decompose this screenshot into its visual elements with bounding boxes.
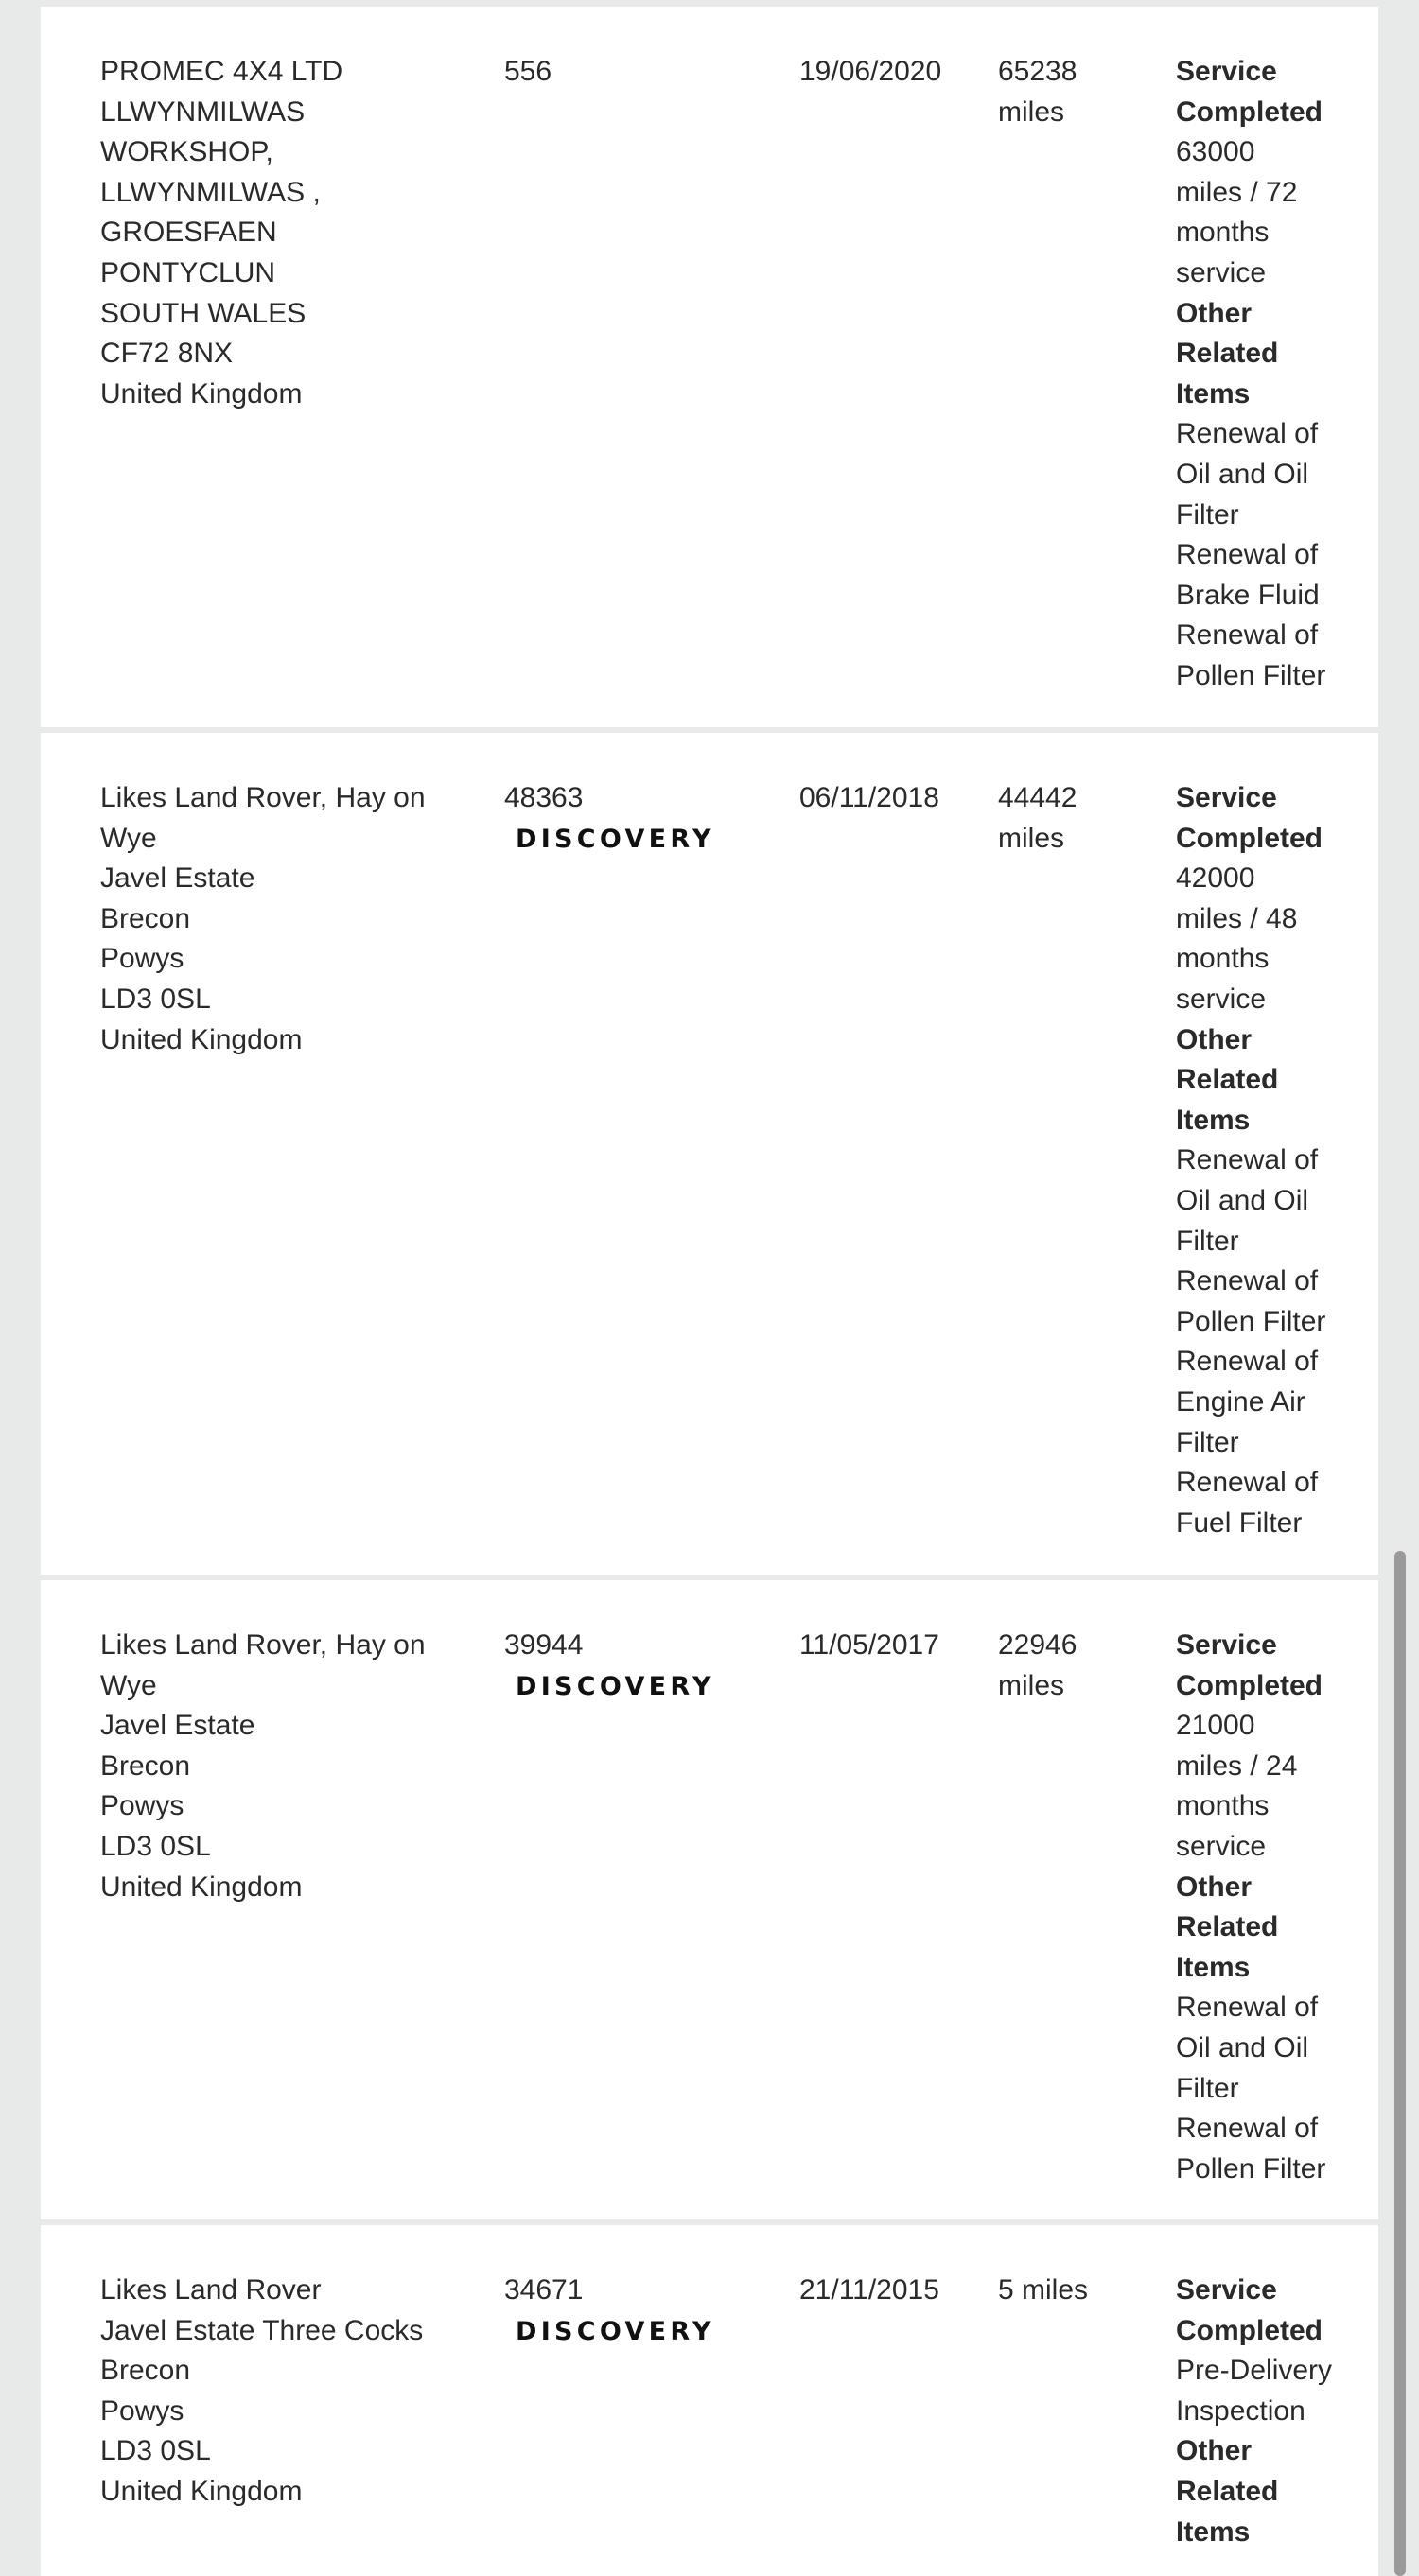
- dealer-address-line: LD3 0SL: [100, 983, 211, 1015]
- service-mileage: [998, 52, 1102, 132]
- service-record: [41, 7, 1378, 727]
- detail-text: months: [1176, 943, 1270, 975]
- detail-heading: Other: [1176, 1871, 1253, 1903]
- detail-text: Renewal of: [1176, 1467, 1319, 1499]
- detail-text: service: [1176, 256, 1267, 288]
- service-details: [1176, 1626, 1365, 2189]
- detail-text: Renewal of: [1176, 2113, 1319, 2145]
- detail-text: Renewal of: [1176, 1265, 1319, 1297]
- detail-text: Oil and Oil: [1176, 1184, 1309, 1216]
- record-number: 556: [504, 56, 552, 87]
- dealer-address-line: Wye: [100, 822, 157, 854]
- service-date: [799, 778, 989, 819]
- discovery-logo: DISCOVERY: [516, 1671, 715, 1701]
- top-edge: [0, 0, 1419, 7]
- date-text: 06/11/2018: [799, 782, 939, 813]
- record-number-cell: [504, 778, 731, 859]
- detail-text: Filter: [1176, 1426, 1239, 1458]
- record-number: 34671: [504, 2274, 584, 2306]
- dealer-address: [100, 52, 460, 414]
- dealer-address-line: Powys: [100, 2394, 184, 2427]
- service-mileage: [998, 778, 1102, 859]
- dealer-address-line: PROMEC 4X4 LTD: [100, 56, 343, 87]
- discovery-logo: DISCOVERY: [516, 824, 715, 854]
- dealer-address-line: Likes Land Rover: [100, 2274, 322, 2306]
- detail-text: Fuel Filter: [1176, 1506, 1303, 1539]
- detail-heading: Related: [1176, 2475, 1279, 2507]
- detail-heading: Service: [1176, 782, 1277, 813]
- detail-heading: Service: [1176, 56, 1277, 87]
- detail-heading: Items: [1176, 2515, 1251, 2548]
- detail-text: Pre-Delivery: [1176, 2355, 1333, 2387]
- detail-text: 42000: [1176, 862, 1255, 895]
- dealer-address-line: Wye: [100, 1669, 157, 1701]
- date-text: 21/11/2015: [799, 2274, 939, 2306]
- detail-text: Pollen Filter: [1176, 1305, 1326, 1337]
- detail-heading: Related: [1176, 338, 1279, 370]
- service-date: [799, 2271, 989, 2311]
- detail-text: Engine Air: [1176, 1385, 1305, 1418]
- detail-heading: Service: [1176, 1629, 1277, 1661]
- detail-text: Pollen Filter: [1176, 2152, 1326, 2184]
- detail-text: 63000: [1176, 136, 1255, 168]
- detail-heading: Completed: [1176, 2314, 1323, 2346]
- dealer-address-line: Likes Land Rover, Hay on: [100, 1629, 426, 1661]
- detail-text: service: [1176, 983, 1267, 1015]
- detail-heading: Items: [1176, 1104, 1251, 1136]
- record-number: 39944: [504, 1629, 584, 1661]
- dealer-address: [100, 1626, 460, 1907]
- detail-text: Renewal of: [1176, 539, 1319, 571]
- detail-heading: Related: [1176, 1064, 1279, 1096]
- service-date: [799, 1626, 989, 1666]
- dealer-address-line: Javel Estate Three Cocks: [100, 2314, 424, 2346]
- detail-text: 21000: [1176, 1710, 1255, 1742]
- dealer-address-line: Brecon: [100, 902, 191, 934]
- dealer-address-line: CF72 8NX: [100, 338, 234, 370]
- record-number-cell: [504, 2271, 731, 2351]
- mileage-text: 22946: [998, 1629, 1077, 1661]
- dealer-address-line: Brecon: [100, 2355, 191, 2387]
- service-record: [41, 2225, 1378, 2576]
- record-number-cell: [504, 52, 731, 93]
- record-number-cell: [504, 1626, 731, 1706]
- detail-heading: Other: [1176, 1023, 1253, 1055]
- detail-heading: Completed: [1176, 822, 1323, 854]
- dealer-address-line: LD3 0SL: [100, 1830, 211, 1862]
- service-mileage: [998, 1626, 1102, 1706]
- service-details: [1176, 52, 1365, 697]
- record-number: 48363: [504, 782, 584, 813]
- detail-text: Renewal of: [1176, 1144, 1319, 1176]
- detail-text: months: [1176, 217, 1270, 249]
- mileage-text: 44442: [998, 782, 1077, 813]
- dealer-address-line: Javel Estate: [100, 862, 255, 895]
- service-mileage: [998, 2271, 1102, 2311]
- date-text: 19/06/2020: [799, 56, 942, 87]
- date-text: 11/05/2017: [799, 1629, 939, 1661]
- service-details: [1176, 778, 1365, 1543]
- detail-heading: Related: [1176, 1911, 1279, 1943]
- detail-heading: Completed: [1176, 1669, 1323, 1701]
- detail-text: Renewal of: [1176, 1346, 1319, 1378]
- mileage-text: 5 miles: [998, 2274, 1089, 2306]
- service-record: [41, 733, 1378, 1575]
- dealer-address-line: Brecon: [100, 1749, 191, 1782]
- dealer-address-line: United Kingdom: [100, 1871, 303, 1903]
- detail-heading: Other: [1176, 297, 1253, 329]
- dealer-address-line: LLWYNMILWAS ,: [100, 176, 321, 208]
- dealer-address-line: LLWYNMILWAS: [100, 96, 306, 128]
- detail-text: Filter: [1176, 2072, 1239, 2104]
- detail-text: months: [1176, 1790, 1270, 1822]
- discovery-logo: DISCOVERY: [516, 2316, 715, 2346]
- detail-heading: Other: [1176, 2435, 1253, 2467]
- detail-text: miles / 72: [1176, 176, 1298, 208]
- service-details: [1176, 2271, 1365, 2552]
- detail-text: Renewal of: [1176, 619, 1319, 652]
- dealer-address: [100, 2271, 460, 2513]
- dealer-address-line: United Kingdom: [100, 1023, 303, 1055]
- dealer-address-line: LD3 0SL: [100, 2435, 211, 2467]
- detail-text: Renewal of: [1176, 1992, 1319, 2024]
- detail-text: miles / 24: [1176, 1749, 1298, 1782]
- detail-text: miles / 48: [1176, 902, 1298, 934]
- dealer-address-line: Likes Land Rover, Hay on: [100, 782, 426, 813]
- mileage-text: 65238: [998, 56, 1077, 87]
- dealer-address-line: United Kingdom: [100, 377, 303, 409]
- mileage-text: miles: [998, 1669, 1065, 1701]
- detail-text: Filter: [1176, 1225, 1239, 1257]
- dealer-address-line: Powys: [100, 1790, 184, 1822]
- dealer-address-line: Powys: [100, 943, 184, 975]
- detail-text: Oil and Oil: [1176, 458, 1309, 490]
- detail-heading: Service: [1176, 2274, 1277, 2306]
- detail-text: Brake Fluid: [1176, 579, 1320, 611]
- dealer-address-line: PONTYCLUN: [100, 256, 276, 288]
- mileage-text: miles: [998, 822, 1065, 854]
- detail-heading: Items: [1176, 1951, 1251, 1983]
- detail-text: Inspection: [1176, 2394, 1305, 2427]
- service-record: [41, 1580, 1378, 2219]
- dealer-address-line: SOUTH WALES: [100, 297, 307, 329]
- detail-text: Oil and Oil: [1176, 2031, 1309, 2063]
- detail-text: service: [1176, 1830, 1267, 1862]
- scrollbar-thumb[interactable]: [1394, 1551, 1406, 2576]
- mileage-text: miles: [998, 96, 1065, 128]
- dealer-address-line: GROESFAEN: [100, 217, 277, 249]
- dealer-address: [100, 778, 460, 1060]
- dealer-address-line: United Kingdom: [100, 2475, 303, 2507]
- detail-text: Pollen Filter: [1176, 659, 1326, 691]
- dealer-address-line: WORKSHOP,: [100, 136, 273, 168]
- detail-heading: Items: [1176, 377, 1251, 409]
- detail-text: Filter: [1176, 498, 1239, 531]
- dealer-address-line: Javel Estate: [100, 1710, 255, 1742]
- detail-heading: Completed: [1176, 96, 1323, 128]
- detail-text: Renewal of: [1176, 418, 1319, 450]
- service-date: [799, 52, 989, 93]
